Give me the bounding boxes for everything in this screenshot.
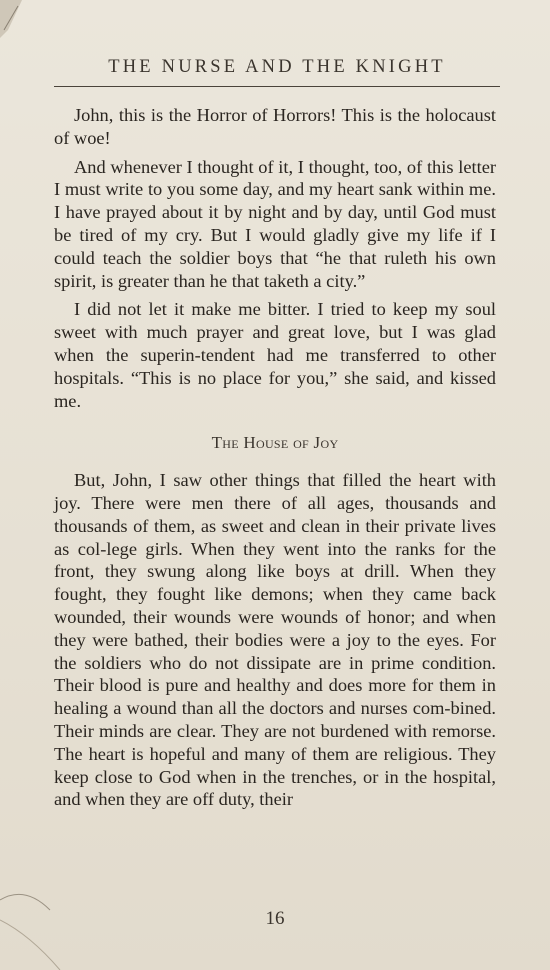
paragraph: I did not let it make me bitter. I tried to keep my soul sweet with much prayer and great love, but I was glad when the superin-tendent had me transferred to other hospitals. “This is no place for you,” she said, and kissed me. — [54, 299, 496, 411]
page-corner-tear — [0, 0, 30, 40]
section-heading: The House of Joy — [211, 433, 339, 453]
body-text — [54, 104, 496, 817]
running-head: THE NURSE AND THE KNIGHT — [108, 57, 446, 77]
paragraph: But, John, I saw other things that filled the heart with joy. There were men there of all ages, thousands and thousands of them, as sweet and clean in their private lives as col-lege girls. When they went into the ranks for the front, they swung along like boys at drill. When they fought, they fought like demons; when they came back wounded, their wounds were wounds of honor; and when they were bathed, their bodies were a joy to the eyes. For the soldiers who do not dissipate are in prime condition. Their blood is pure and healthy and does more for them in healing a wound than all the doctors and nurses com-bined. Their minds are clear. They are not burdened with remorse. The heart is hopeful and many of them are religious. They keep close to God when in the trenches, or in the hospital, and when they are off duty, their — [54, 470, 496, 810]
header-rule — [54, 86, 500, 87]
paragraph: John, this is the Horror of Horrors! This is the holocaust of woe! — [54, 105, 496, 148]
paragraph: And whenever I thought of it, I thought, too, of this letter I must write to you some day, and my heart sank within me. I have prayed about it by night and by day, until God must be tired of my cry. But I would gladly give my life if I could teach the soldier boys that “he that ruleth his own spirit, is greater than he that taketh a city.” — [54, 156, 496, 291]
page-number: 16 — [265, 908, 285, 929]
